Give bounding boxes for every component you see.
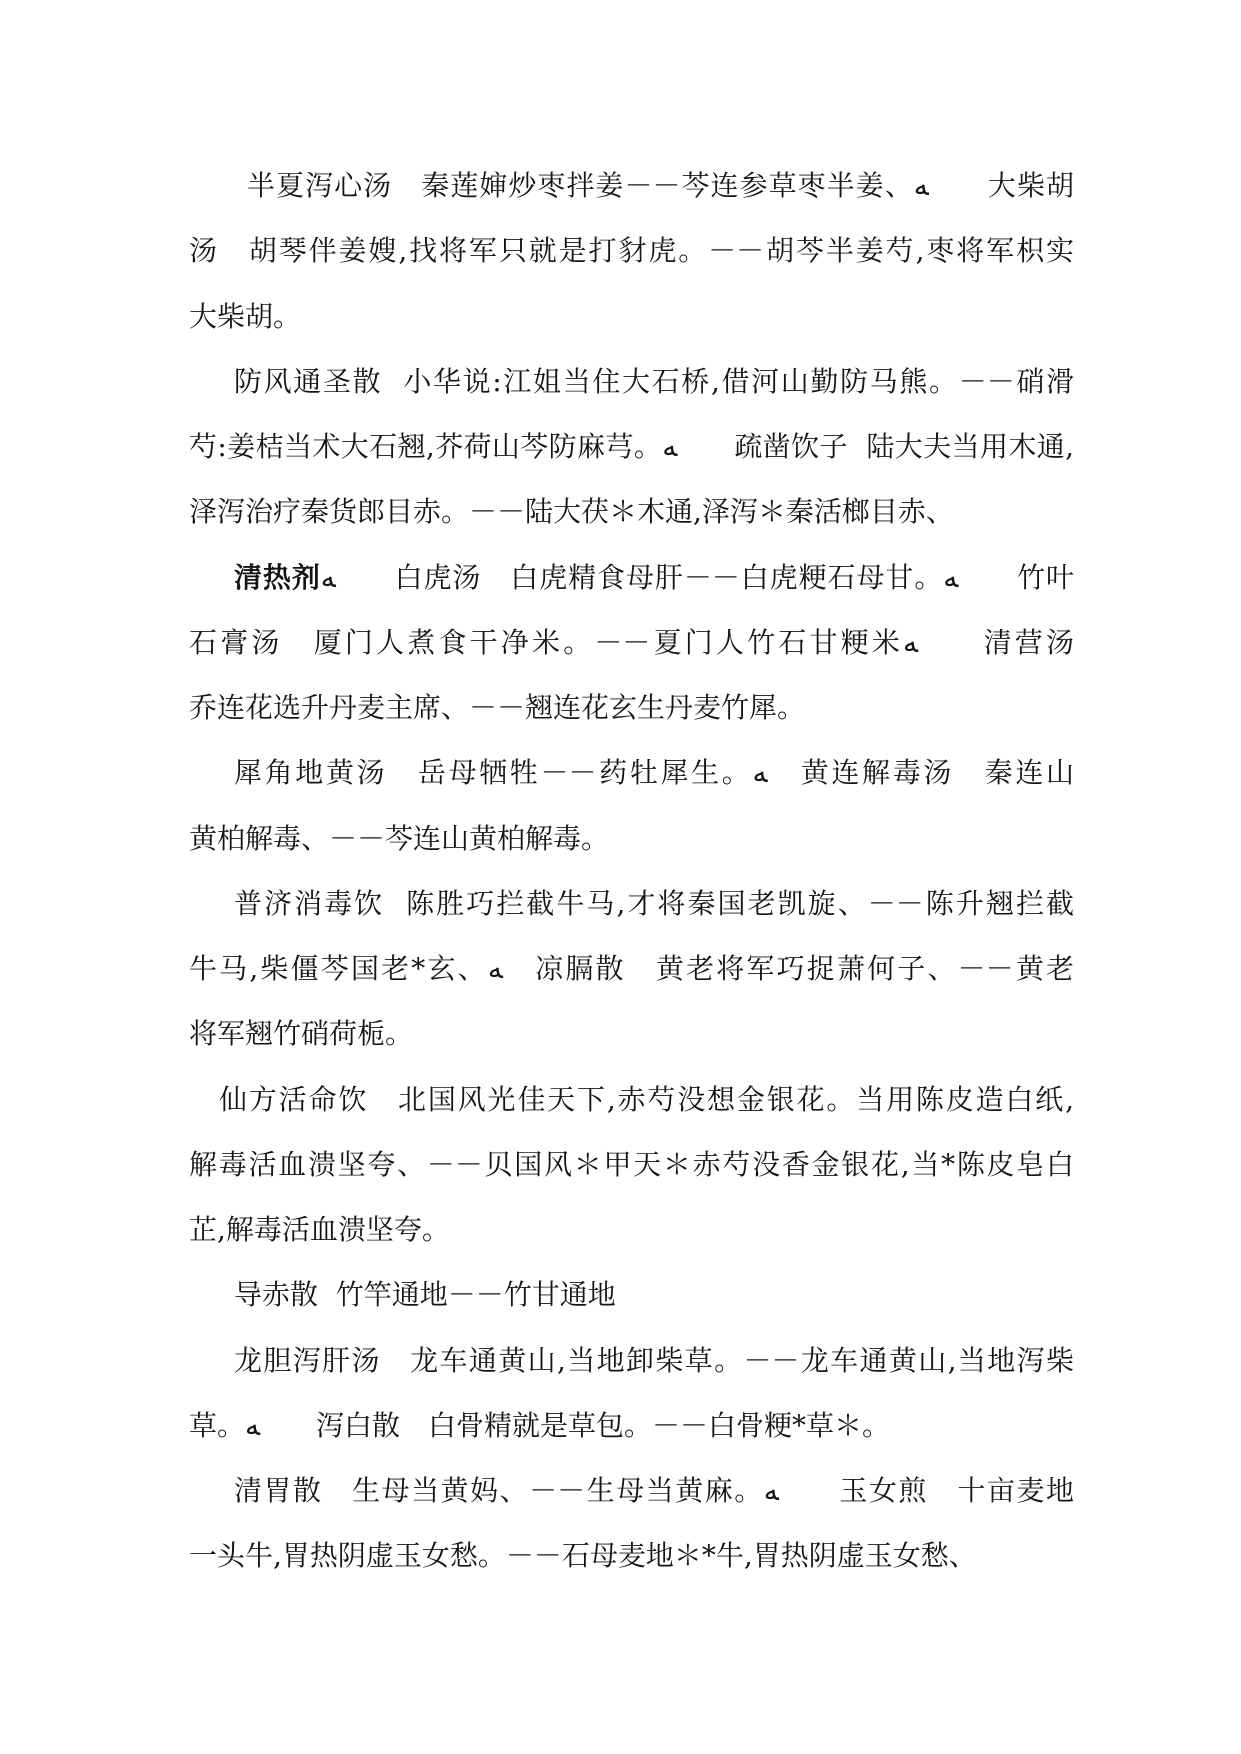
text-line-content: ﻪ 白虎汤 白虎精食母肝－－白虎粳石母甘。ﻪ 竹叶 (320, 560, 1074, 594)
paragraph-xianfang-huoming (189, 1067, 1074, 1263)
text-line: 乔连花选升丹麦主席、－－翘连花玄生丹麦竹犀。 (189, 691, 806, 724)
text-line: 汤 胡琴伴姜嫂,找将军只就是打豺虎。－－胡芩半姜芍,枣将军枳实 (189, 234, 1074, 268)
paragraph-xijiao-dihuang (189, 740, 1074, 871)
text-line: 大柴胡。 (189, 299, 302, 333)
paragraph-longdan-xiegan (189, 1328, 1074, 1459)
document-body (189, 153, 1074, 1589)
paragraph-qingwei (189, 1458, 1074, 1589)
text-line: 一头牛,胃热阴虚玉女愁。－－石母麦地＊*牛,胃热阴虚玉女愁、 (189, 1539, 977, 1573)
text-line: 石膏汤 厦门人煮食干净米。－－夏门人竹石甘粳米ﻪ 清营汤 (189, 625, 1074, 659)
text-line: 普济消毒饮 陈胜巧拦截牛马,才将秦国老凯旋、－－陈升翘拦截 (234, 886, 1074, 920)
text-line: 仙方活命饮 北国风光佳天下,赤芍没想金银花。当用陈皮造白纸, (219, 1082, 1074, 1116)
paragraph-fangfeng-tongsheng (189, 349, 1074, 545)
text-line: 犀角地黄汤 岳母牺牲－－药牡犀生。ﻪ 黄连解毒汤 秦连山 (234, 756, 1074, 790)
text-line: 半夏泻心汤 秦莲婶炒枣拌姜－－芩连参草枣半姜、ﻪ 大柴胡 (247, 169, 1074, 202)
text-line: 清胃散 生母当黄妈、－－生母当黄麻。ﻪ 玉女煎 十亩麦地 (234, 1474, 1074, 1507)
paragraph-banxia-xiexin (189, 153, 1074, 349)
text-line: 将军翘竹硝荷栀。 (189, 1017, 414, 1051)
text-line (189, 545, 1074, 610)
text-line: 龙胆泻肝汤 龙车通黄山,当地卸柴草。－－龙车通黄山,当地泻柴 (234, 1343, 1074, 1377)
paragraph-daochi (189, 1262, 1074, 1327)
text-line: 芷,解毒活血溃坚夸。 (189, 1213, 450, 1246)
text-line: 草。ﻪ 泻白散 白骨精就是草包。－－白骨粳*草＊。 (189, 1408, 891, 1442)
section-heading: 清热剂 (234, 560, 321, 594)
text-line: 黄柏解毒、－－芩连山黄柏解毒。 (189, 821, 610, 855)
text-line: 导赤散 竹竿通地－－竹甘通地 (234, 1278, 616, 1312)
text-line: 解毒活血溃坚夸、－－贝国风＊甲天＊赤芍没香金银花,当*陈皮皂白 (189, 1147, 1074, 1181)
text-line: 防风通圣散 小华说:江姐当住大石桥,借河山勤防马熊。－－硝滑 (234, 364, 1074, 398)
paragraph-puji-xiaodu (189, 871, 1074, 1067)
paragraph-qingre (189, 545, 1074, 741)
text-line: 泽泻治疗秦货郎目赤。－－陆大茯＊木通,泽泻＊秦活榔目赤、 (189, 495, 954, 529)
text-line: 牛马,柴僵芩国老*玄、ﻪ 凉膈散 黄老将军巧捉萧何子、－－黄老 (189, 952, 1074, 985)
text-line: 芍:姜桔当术大石翘,芥荷山芩防麻芎。ﻪ 疏凿饮子 陆大夫当用木通, (189, 430, 1074, 463)
